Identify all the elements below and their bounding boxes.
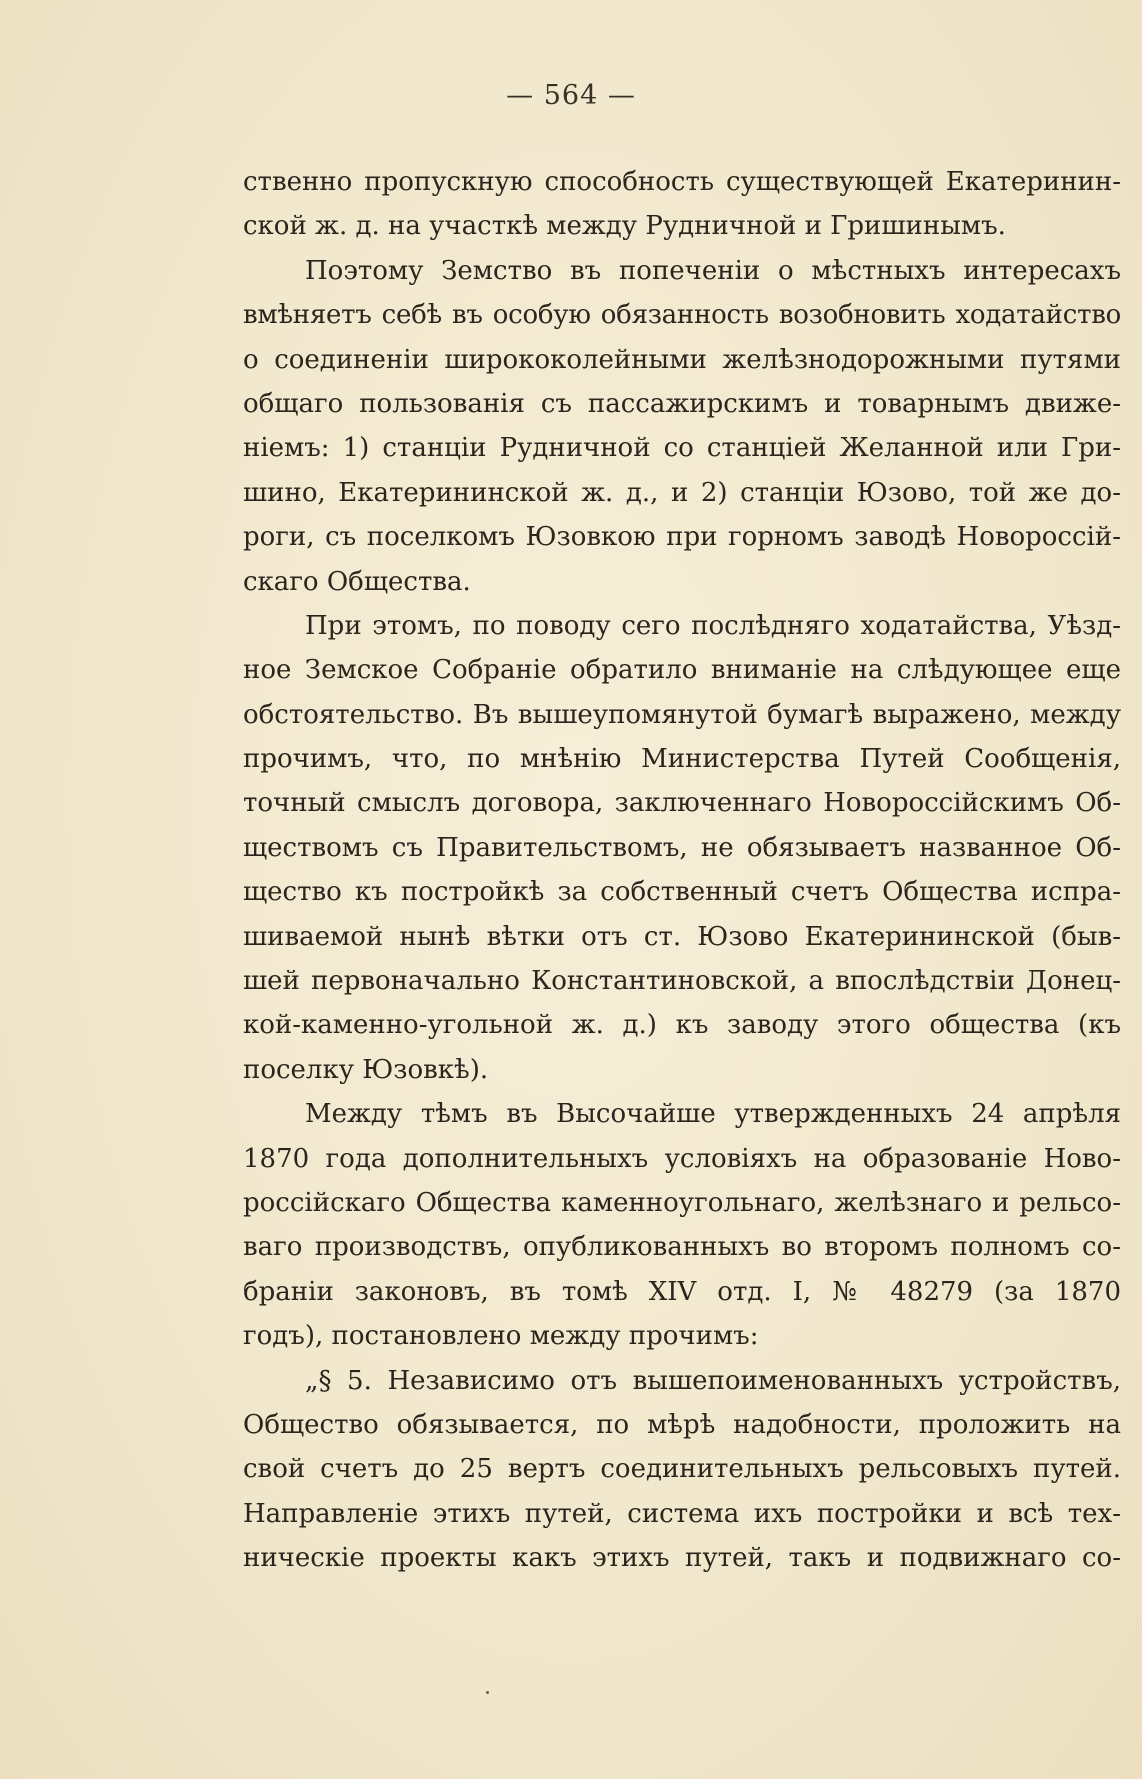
text-line: ніемъ: 1) станціи Рудничной со станціей Желанной или Гри- bbox=[243, 433, 1121, 464]
text-line: При этомъ, по поводу сего послѣдняго ходатайства, Уѣзд- bbox=[305, 610, 1121, 641]
text-line: россійскаго Общества каменноугольнаго, желѣзнаго и рельсо- bbox=[243, 1187, 1121, 1218]
text-line: щество къ постройкѣ за собственный счетъ Общества испра- bbox=[243, 877, 1121, 908]
text-line: ской ж. д. на участкѣ между Рудничной и Гришинымъ. bbox=[243, 211, 1006, 242]
paragraph bbox=[243, 160, 1121, 249]
text-line: браніи законовъ, въ томѣ XIV отд. I, № 48279 (за 1870 bbox=[243, 1276, 1121, 1307]
paragraph bbox=[243, 249, 1121, 604]
text-line: „§ 5. Независимо отъ вышепоименованныхъ устройствъ, bbox=[305, 1365, 1121, 1396]
text-line: Общество обязывается, по мѣрѣ надобности, проложить на bbox=[243, 1409, 1121, 1440]
text-line: шей первоначально Константиновской, а впослѣдствіи Донец- bbox=[243, 966, 1121, 997]
text-line: ственно пропускную способность существующей Екатеринин- bbox=[243, 167, 1121, 197]
quoted-paragraph bbox=[243, 1359, 1121, 1581]
paragraph bbox=[243, 1092, 1121, 1358]
text-line: о соединеніи ширококолейными желѣзнодорожными путями bbox=[243, 344, 1121, 375]
text-line: роги, съ поселкомъ Юзовкою при горномъ заводѣ Новороссій- bbox=[243, 522, 1121, 553]
text-line: скаго Общества. bbox=[243, 566, 471, 597]
text-line: кой-каменно-угольной ж. д.) къ заводу этого общества (къ bbox=[243, 1010, 1121, 1041]
text-line: Поэтому Земство въ попеченіи о мѣстныхъ интересахъ bbox=[305, 255, 1121, 286]
text-line: прочимъ, что, по мнѣнію Министерства Путей Сообщенія, bbox=[243, 744, 1121, 775]
paragraph bbox=[243, 604, 1121, 1092]
text-line: Направленіе этихъ путей, система ихъ постройки и всѣ тех- bbox=[243, 1498, 1121, 1529]
text-line: 1870 года дополнительныхъ условіяхъ на образованіе Ново- bbox=[243, 1143, 1121, 1174]
body-text bbox=[243, 160, 1121, 1581]
text-line: ществомъ съ Правительствомъ, не обязываетъ названное Об- bbox=[243, 832, 1121, 863]
paper-speck bbox=[486, 1691, 489, 1694]
text-line: ваго производствъ, опубликованныхъ во второмъ полномъ со- bbox=[243, 1232, 1121, 1263]
text-line: вмѣняетъ себѣ въ особую обязанность возобновить ходатайство bbox=[243, 300, 1121, 331]
page-number: — 564 — bbox=[506, 80, 636, 111]
text-line: Между тѣмъ въ Высочайше утвержденныхъ 24 апрѣля bbox=[305, 1099, 1121, 1130]
text-line: обстоятельство. Въ вышеупомянутой бумагѣ выражено, между bbox=[243, 699, 1121, 730]
text-line: шиваемой нынѣ вѣтки отъ ст. Юзово Екатерининской (быв- bbox=[243, 921, 1121, 952]
text-line: свой счетъ до 25 вертъ соединительныхъ рельсовыхъ путей. bbox=[243, 1454, 1121, 1485]
text-line: шино, Екатерининской ж. д., и 2) станціи Юзово, той же до- bbox=[243, 477, 1121, 508]
text-line: поселку Юзовкѣ). bbox=[243, 1054, 489, 1085]
text-line: точный смыслъ договора, заключеннаго Новороссійскимъ Об- bbox=[243, 788, 1121, 819]
text-line: ническіе проекты какъ этихъ путей, такъ и подвижнаго со- bbox=[243, 1543, 1121, 1574]
text-line: общаго пользованія съ пассажирскимъ и товарнымъ движе- bbox=[243, 388, 1121, 419]
text-line: ное Земское Собраніе обратило вниманіе на слѣдующее еще bbox=[243, 655, 1121, 686]
text-line: годъ), постановлено между прочимъ: bbox=[243, 1321, 759, 1352]
